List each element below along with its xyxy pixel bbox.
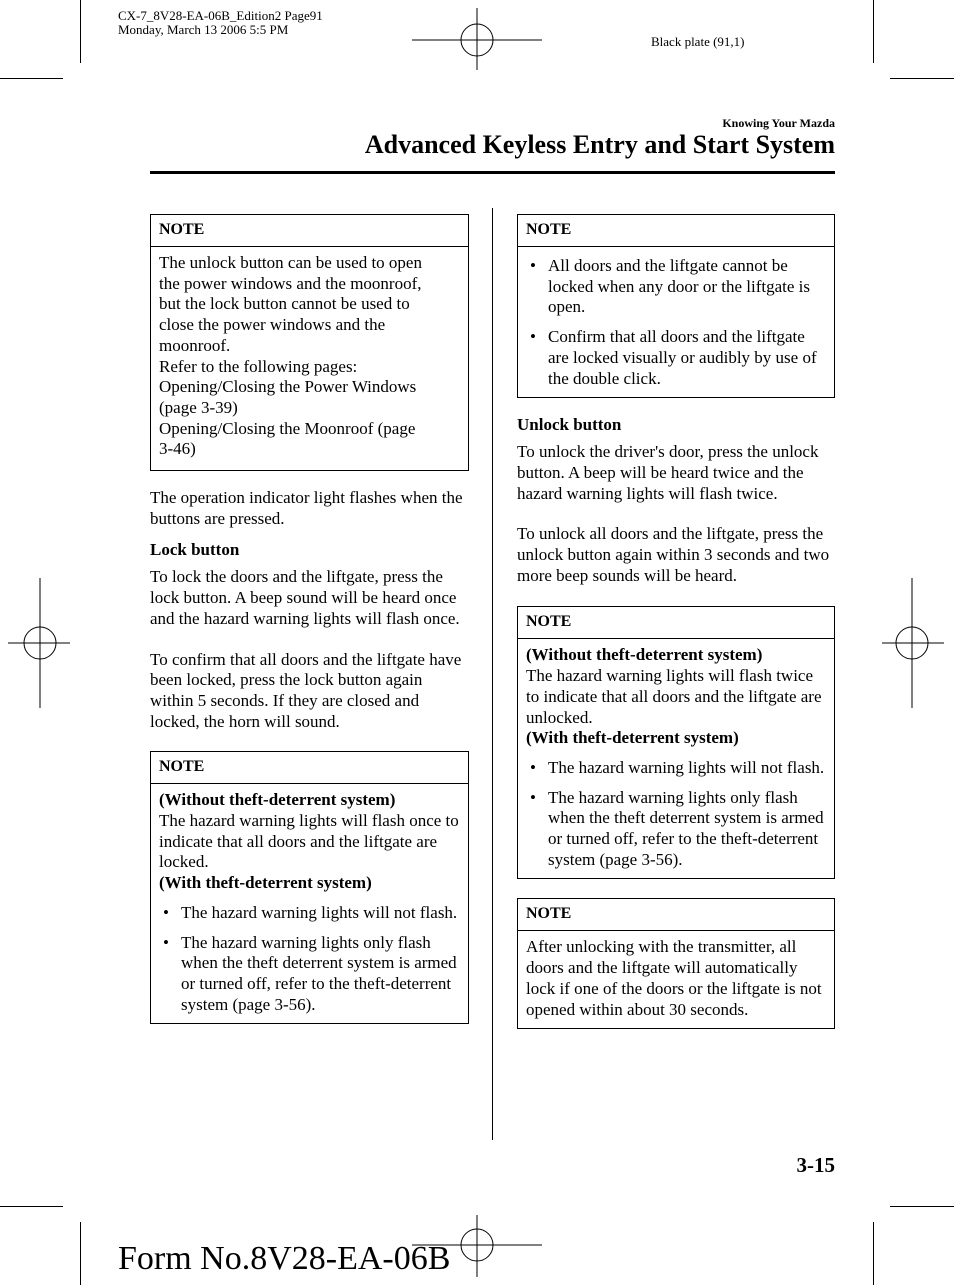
list-item (526, 256, 826, 318)
bullet-list (526, 758, 826, 871)
bullet-text: The hazard warning lights only flash when the theft deterrent system is armed or turned off, refer to the theft-deterrent system (page 3-56). (548, 787, 824, 869)
note-label: NOTE (151, 215, 468, 247)
registration-mark-top (412, 8, 542, 70)
page-title: Advanced Keyless Entry and Start System (364, 130, 835, 159)
note-label: NOTE (518, 607, 834, 639)
bullet-text: The hazard warning lights will not flash. (548, 757, 825, 777)
bullet-text: All doors and the liftgate cannot be locked when any door or the liftgate is open. (548, 256, 811, 317)
column-divider (492, 208, 493, 1140)
bullet-icon: • (530, 757, 536, 777)
note-body: After unlocking with the transmitter, all doors and the liftgate will automatically lock if one of the doors or the liftgate is not opened within about 30 seconds. (526, 937, 822, 1019)
without-theft-heading: (Without theft-deterrent system) (526, 645, 763, 665)
note-line: the power windows and the moonroof, (159, 273, 422, 293)
note-body (151, 247, 468, 470)
bullet-text: Confirm that all doors and the liftgate are locked visually or audibly by use of the double click. (548, 327, 817, 388)
crop-mark (0, 78, 63, 79)
crop-mark (80, 1222, 81, 1285)
note-box (517, 214, 835, 398)
crop-mark (890, 78, 954, 79)
note-line: Opening/Closing the Moonroof (page (159, 418, 416, 438)
doc-timestamp: Monday, March 13 2006 5:5 PM (118, 22, 289, 37)
list-item (526, 788, 826, 871)
bullet-text: The hazard warning lights only flash when the theft deterrent system is armed or turned off, refer to the theft-deterrent system (page 3-56). (181, 932, 457, 1014)
bullet-icon: • (530, 256, 536, 275)
registration-mark-left (8, 578, 70, 708)
section-label: Knowing Your Mazda (722, 116, 835, 130)
bullet-icon: • (163, 902, 169, 922)
note-line: 3-46) (159, 439, 196, 459)
note-line: but the lock button cannot be used to (159, 294, 410, 314)
lock-paragraph-1: To lock the doors and the liftgate, press the lock button. A beep sound will be heard once and the hazard warning lights will flash once. (150, 567, 460, 628)
crop-mark (0, 1206, 63, 1207)
note-body (518, 639, 834, 878)
list-item (526, 758, 826, 779)
note-body (518, 256, 834, 397)
bullet-icon: • (530, 327, 536, 347)
plate-label: Black plate (91,1) (651, 34, 745, 49)
crop-mark (80, 0, 81, 63)
spacer (517, 504, 835, 524)
lock-heading: Lock button (150, 540, 240, 560)
form-number: Form No.8V28-EA-06B (118, 1240, 451, 1277)
title-rule (150, 171, 835, 174)
unlock-paragraph-2: To unlock all doors and the liftgate, press the unlock button again within 3 seconds and two more beep sounds will be heard. (517, 524, 830, 585)
note-label: NOTE (518, 215, 834, 247)
crop-mark (873, 1222, 874, 1285)
bullet-icon: • (530, 787, 536, 807)
note-box (150, 214, 469, 471)
with-theft-heading: (With theft-deterrent system) (159, 873, 372, 893)
note-line: (page 3-39) (159, 397, 238, 417)
list-item (526, 327, 826, 389)
with-theft-heading: (With theft-deterrent system) (526, 728, 739, 748)
doc-filename: CX-7_8V28-EA-06B_Edition2 Page91 (118, 8, 323, 23)
note-box (150, 751, 469, 1024)
bullet-text: The hazard warning lights will not flash. (181, 902, 458, 922)
bullet-icon: • (163, 932, 169, 952)
note-label: NOTE (518, 899, 834, 931)
bullet-list (526, 256, 826, 389)
without-theft-text: The hazard warning lights will flash once to indicate that all doors and the liftgate are locked. (159, 811, 459, 872)
indicator-paragraph: The operation indicator light flashes when the buttons are pressed. (150, 488, 463, 528)
without-theft-heading: (Without theft-deterrent system) (159, 790, 396, 810)
doc-meta (118, 9, 323, 37)
note-line: Opening/Closing the Power Windows (159, 377, 417, 397)
page-number: 3-15 (796, 1153, 835, 1177)
note-line: moonroof. (159, 335, 231, 355)
note-line: close the power windows and the (159, 315, 386, 335)
registration-mark-right (882, 578, 944, 708)
bullet-list (159, 903, 460, 1016)
right-column (517, 214, 835, 1029)
note-label: NOTE (151, 752, 468, 784)
note-box (517, 898, 835, 1029)
list-item (159, 903, 460, 924)
note-body (151, 784, 468, 1023)
note-box (517, 606, 835, 879)
lock-paragraph-2: To confirm that all doors and the liftgate have been locked, press the lock button again within 5 seconds. If they are closed and locked, the horn will sound. (150, 649, 462, 731)
crop-mark (890, 1206, 954, 1207)
without-theft-text: The hazard warning lights will flash twice to indicate that all doors and the liftgate are unlocked. (526, 666, 822, 727)
crop-mark (873, 0, 874, 63)
note-line: The unlock button can be used to open (159, 253, 422, 272)
note-line: Refer to the following pages: (159, 356, 358, 376)
left-column (150, 214, 469, 1024)
unlock-paragraph-1: To unlock the driver's door, press the unlock button. A beep will be heard twice and the hazard warning lights will flash twice. (517, 442, 819, 503)
spacer (150, 630, 469, 650)
list-item (159, 933, 460, 1016)
unlock-heading: Unlock button (517, 415, 622, 435)
